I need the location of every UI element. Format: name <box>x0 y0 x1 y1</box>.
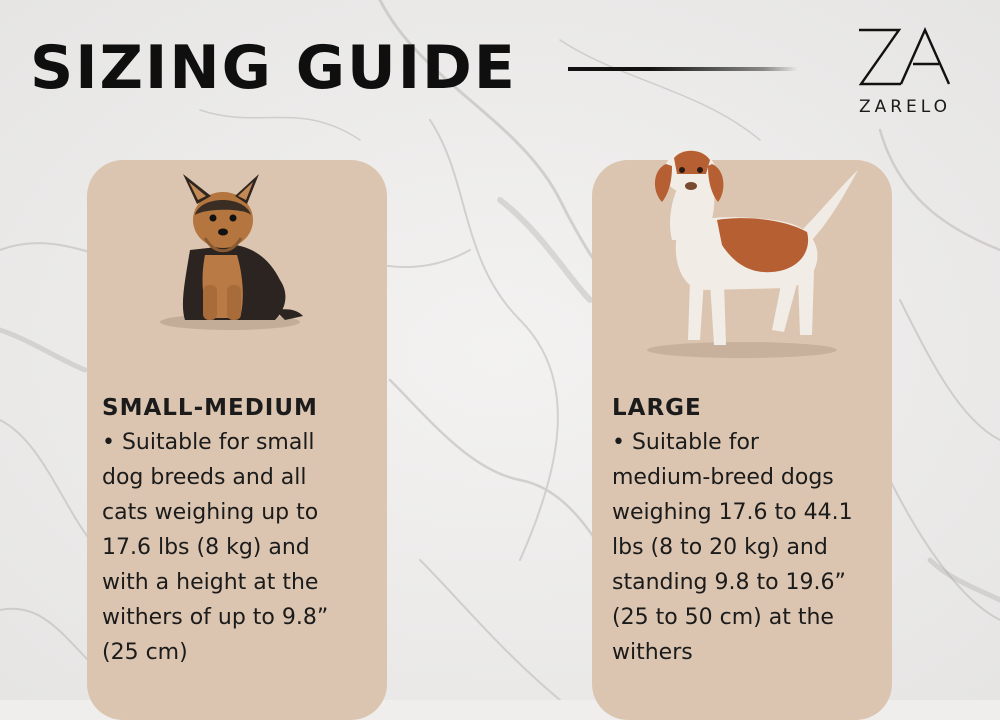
size-description: • Suitable for medium-breed dogs weighing 17.6 to 44.1 lbs (8 to 20 kg) and standing 9.8 to 19.6” (25 to 50 cm) at the withers <box>612 430 853 665</box>
size-card-large-text <box>612 395 912 670</box>
size-heading: LARGE <box>612 395 702 421</box>
size-heading: SMALL-MEDIUM <box>102 395 318 421</box>
beagle-hound-image <box>622 140 862 365</box>
brand-name: ZARELO <box>858 97 952 117</box>
title-divider <box>568 67 798 71</box>
size-description: • Suitable for small dog breeds and all cats weighing up to 17.6 lbs (8 kg) and with a height at the withers of up to 9.8” (25 cm) <box>102 430 329 665</box>
za-monogram-icon <box>855 22 955 92</box>
brand-logo <box>840 20 970 120</box>
size-card-small-medium-text <box>102 395 402 670</box>
page-title: SIZING GUIDE <box>30 33 517 103</box>
yorkshire-terrier-image <box>145 160 315 335</box>
